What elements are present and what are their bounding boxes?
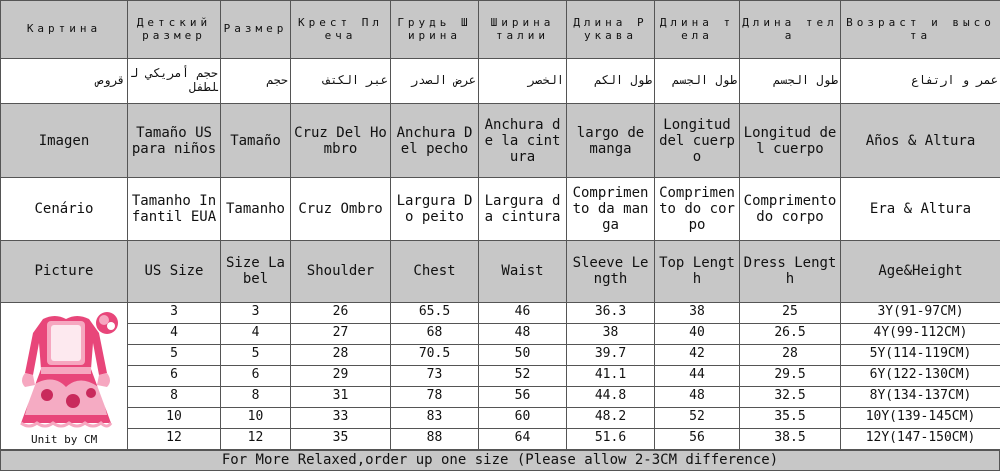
table-cell: 5 — [221, 344, 291, 365]
pink-dress-image — [3, 303, 128, 449]
header-cell: Waist — [479, 240, 567, 302]
header-cell: Cenário — [1, 178, 128, 240]
header-cell: Крест Плеча — [291, 1, 391, 59]
table-cell: 51.6 — [567, 428, 655, 449]
header-cell: Tamaño — [221, 104, 291, 178]
header-cell: Tamanho Infantil EUA — [128, 178, 221, 240]
table-cell: 12 — [221, 428, 291, 449]
table-cell: 10 — [128, 407, 221, 428]
header-cell: Dress Length — [740, 240, 841, 302]
table-cell: 73 — [391, 365, 479, 386]
table-cell: 64 — [479, 428, 567, 449]
table-cell: 8 — [221, 386, 291, 407]
table-cell: 33 — [291, 407, 391, 428]
table-cell: 42 — [655, 344, 740, 365]
table-cell: 68 — [391, 323, 479, 344]
table-row — [1, 428, 1000, 449]
table-cell: 29 — [291, 365, 391, 386]
table-cell: 6 — [128, 365, 221, 386]
table-cell: 28 — [291, 344, 391, 365]
header-cell: Детский размер — [128, 1, 221, 59]
header-cell: Age&Height — [841, 240, 1000, 302]
table-cell: 32.5 — [740, 386, 841, 407]
header-cell: Картина — [1, 1, 128, 59]
table-cell: 46 — [479, 302, 567, 323]
table-cell: 10 — [221, 407, 291, 428]
header-cell: Largura Do peito — [391, 178, 479, 240]
table-cell: 35 — [291, 428, 391, 449]
table-row — [1, 365, 1000, 386]
table-cell: 56 — [479, 386, 567, 407]
header-row-es — [1, 104, 1000, 178]
header-cell: Размер — [221, 1, 291, 59]
header-cell: Top Length — [655, 240, 740, 302]
header-cell: Длина тела — [655, 1, 740, 59]
table-cell: 40 — [655, 323, 740, 344]
table-cell: 35.5 — [740, 407, 841, 428]
header-cell: Возраст и высота — [841, 1, 1000, 59]
header-cell: طول الجسم — [740, 59, 841, 104]
table-cell: 50 — [479, 344, 567, 365]
table-cell: 3Y(91-97CM) — [841, 302, 1000, 323]
table-cell: 25 — [740, 302, 841, 323]
table-cell: 8Y(134-137CM) — [841, 386, 1000, 407]
header-cell: قروص — [1, 59, 128, 104]
table-row — [1, 407, 1000, 428]
header-cell: Длина Рукава — [567, 1, 655, 59]
header-cell: US Size — [128, 240, 221, 302]
table-cell: 5Y(114-119CM) — [841, 344, 1000, 365]
header-cell: Shoulder — [291, 240, 391, 302]
product-picture-cell — [1, 302, 128, 449]
table-cell: 12 — [128, 428, 221, 449]
table-cell: 48 — [655, 386, 740, 407]
header-cell: طول الجسم — [655, 59, 740, 104]
header-cell: Длина тела — [740, 1, 841, 59]
header-cell: Longitud del cuerpo — [655, 104, 740, 178]
header-cell: Anchura de la cintura — [479, 104, 567, 178]
header-cell: Tamaño US para niños — [128, 104, 221, 178]
table-cell: 6 — [221, 365, 291, 386]
table-cell: 78 — [391, 386, 479, 407]
table-cell: 12Y(147-150CM) — [841, 428, 1000, 449]
table-cell: 27 — [291, 323, 391, 344]
header-cell: Tamanho — [221, 178, 291, 240]
table-cell: 52 — [479, 365, 567, 386]
header-cell: حجم — [221, 59, 291, 104]
header-cell: Era & Altura — [841, 178, 1000, 240]
header-cell: Chest — [391, 240, 479, 302]
table-cell: 48.2 — [567, 407, 655, 428]
table-cell: 4 — [128, 323, 221, 344]
header-cell: الخصر — [479, 59, 567, 104]
table-cell: 31 — [291, 386, 391, 407]
table-cell: 70.5 — [391, 344, 479, 365]
header-cell: عرض الصدر — [391, 59, 479, 104]
table-cell: 4 — [221, 323, 291, 344]
header-cell: Ширина талии — [479, 1, 567, 59]
table-cell: 38.5 — [740, 428, 841, 449]
header-cell: عبر الكتف — [291, 59, 391, 104]
header-row-ar — [1, 59, 1000, 104]
table-row — [1, 386, 1000, 407]
header-cell: Грудь Ширина — [391, 1, 479, 59]
header-cell: Comprimento do corpo — [740, 178, 841, 240]
header-cell: Comprimento do corpo — [655, 178, 740, 240]
table-cell: 4Y(99-112CM) — [841, 323, 1000, 344]
header-cell: Largura da cintura — [479, 178, 567, 240]
table-cell: 10Y(139-145CM) — [841, 407, 1000, 428]
header-cell: largo de manga — [567, 104, 655, 178]
header-cell: Anchura Del pecho — [391, 104, 479, 178]
table-cell: 65.5 — [391, 302, 479, 323]
table-cell: 44.8 — [567, 386, 655, 407]
table-cell: 52 — [655, 407, 740, 428]
table-cell: 83 — [391, 407, 479, 428]
table-cell: 44 — [655, 365, 740, 386]
header-row-en — [1, 240, 1000, 302]
table-cell: 48 — [479, 323, 567, 344]
table-cell: 3 — [128, 302, 221, 323]
table-cell: 26.5 — [740, 323, 841, 344]
table-cell: 41.1 — [567, 365, 655, 386]
header-cell: طول الكم — [567, 59, 655, 104]
header-cell: Cruz Ombro — [291, 178, 391, 240]
table-cell: 88 — [391, 428, 479, 449]
table-cell: 60 — [479, 407, 567, 428]
table-cell: 28 — [740, 344, 841, 365]
table-cell: 5 — [128, 344, 221, 365]
header-cell: Comprimento da manga — [567, 178, 655, 240]
table-cell: 26 — [291, 302, 391, 323]
table-cell: 8 — [128, 386, 221, 407]
table-cell: 36.3 — [567, 302, 655, 323]
header-cell: Imagen — [1, 104, 128, 178]
header-cell: Longitud del cuerpo — [740, 104, 841, 178]
header-cell: Cruz Del Hombro — [291, 104, 391, 178]
table-cell: 3 — [221, 302, 291, 323]
table-cell: 38 — [655, 302, 740, 323]
table-cell: 29.5 — [740, 365, 841, 386]
header-cell: Años & Altura — [841, 104, 1000, 178]
header-row-pt — [1, 178, 1000, 240]
table-cell: 38 — [567, 323, 655, 344]
header-cell: Sleeve Length — [567, 240, 655, 302]
header-cell: Picture — [1, 240, 128, 302]
size-note-footer: For More Relaxed,order up one size (Please allow 2-3CM difference) — [0, 450, 1000, 471]
table-row — [1, 344, 1000, 365]
table-row — [1, 302, 1000, 323]
table-cell: 39.7 — [567, 344, 655, 365]
header-cell: حجم أمريكي للطفل — [128, 59, 221, 104]
table-cell: 56 — [655, 428, 740, 449]
header-row-ru — [1, 1, 1000, 59]
header-cell: عمر و ارتفاع — [841, 59, 1000, 104]
unit-label: Unit by CM — [31, 433, 98, 447]
table-row — [1, 323, 1000, 344]
header-cell: Size Label — [221, 240, 291, 302]
pink-dress-icon — [3, 303, 128, 433]
table-cell: 6Y(122-130CM) — [841, 365, 1000, 386]
